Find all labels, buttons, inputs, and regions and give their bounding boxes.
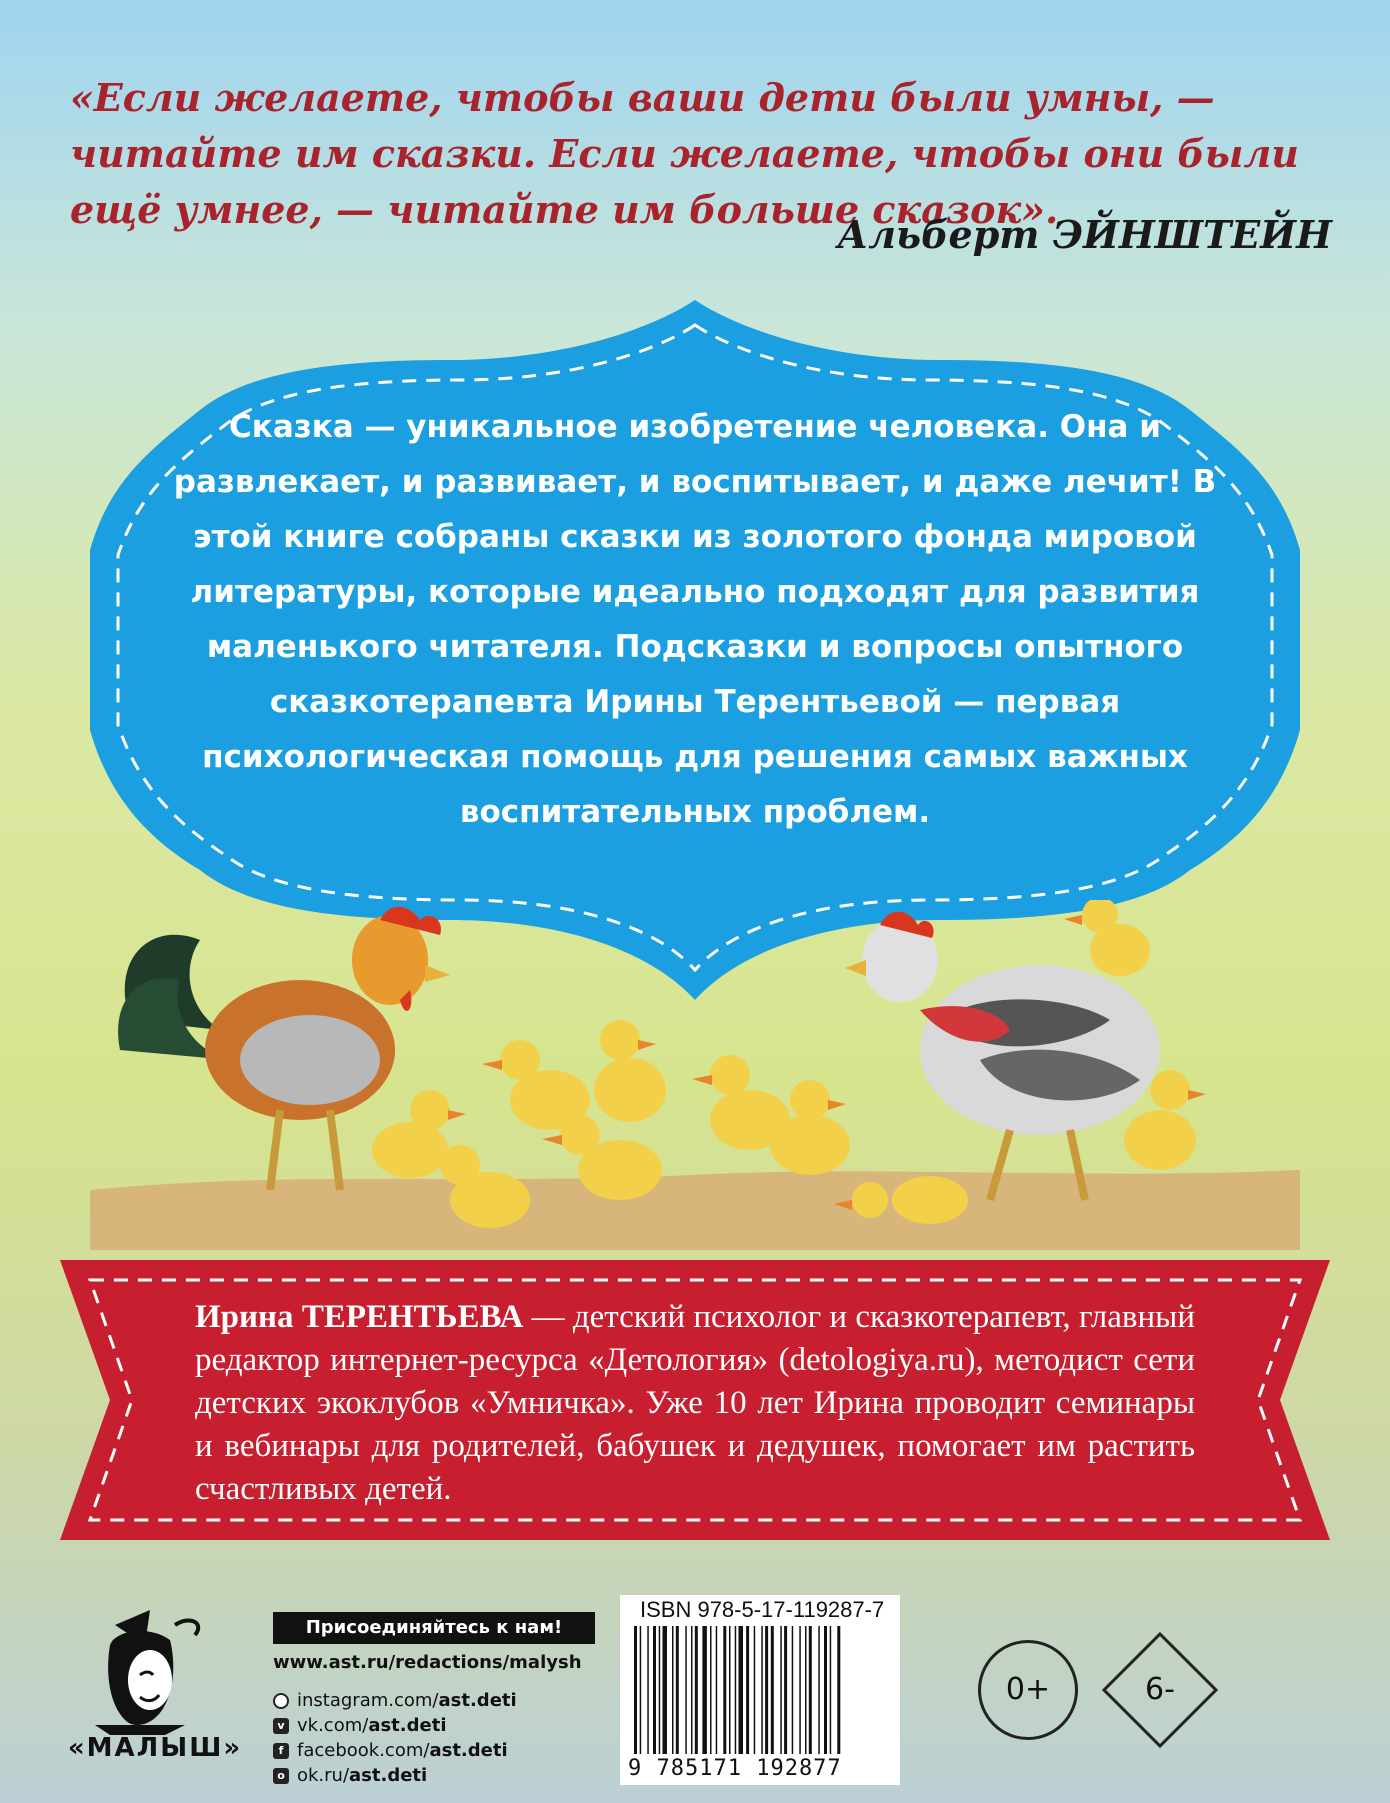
odnoklassniki-icon: о bbox=[273, 1768, 289, 1784]
edu-rating-label: 6- bbox=[1145, 1672, 1175, 1707]
book-blurb: Сказка — уникальное изобретение человека. Она и развлекает, и развивает, и воспитывает, и даже лечит! В этой книге собраны сказки из золотого фонда мировой литературы, которые идеально подходят для развития маленького читателя. Подсказки и вопросы опытного сказкотерапевта Ирины Терентьевой — первая психологическая помощь для решения самых важных воспитательных проблем. bbox=[173, 409, 1217, 830]
age-rating-badge: 0+ bbox=[978, 1640, 1078, 1740]
social-handle: ast.deti bbox=[438, 1690, 517, 1711]
ean-number: 9 785171 192877 bbox=[628, 1756, 842, 1781]
farm-birds-illustration bbox=[110, 900, 1280, 1260]
epigraph-author: Альберт ЭЙНШТЕЙН bbox=[837, 212, 1332, 257]
social-link-instagram bbox=[273, 1688, 517, 1713]
social-link-facebook bbox=[273, 1738, 517, 1763]
instagram-icon bbox=[273, 1693, 289, 1709]
author-bio-text: — детский психолог и сказкотерапевт, главный редактор интернет-ресурса «Детология» (detologiya.ru), методист сети детских экоклубов «Умничка». Уже 10 лет Ирина проводит семинары и вебинары для родителей, бабушек и дедушек, помогает им растить счастливых детей. bbox=[195, 1299, 1196, 1507]
social-link-odnoklassniki bbox=[273, 1763, 517, 1788]
barcode-icon bbox=[632, 1626, 890, 1754]
social-handle: ast.deti bbox=[368, 1715, 447, 1736]
author-name: Ирина ТЕРЕНТЬЕВА bbox=[195, 1299, 524, 1335]
social-prefix: facebook.com/ bbox=[297, 1740, 430, 1761]
social-handle: ast.deti bbox=[429, 1740, 508, 1761]
social-prefix: vk.com/ bbox=[297, 1715, 369, 1736]
social-prefix: ok.ru/ bbox=[297, 1765, 350, 1786]
epigraph-quote: «Если желаете, чтобы ваши дети были умны, — читайте им сказки. Если желаете, чтобы они были ещё умнее, — читайте им больше сказок». bbox=[70, 75, 1299, 232]
join-us-banner: Присоединяйтесь к нам! bbox=[273, 1612, 595, 1644]
vk-icon: v bbox=[273, 1718, 289, 1734]
social-handle: ast.deti bbox=[349, 1765, 428, 1786]
facebook-icon: f bbox=[273, 1743, 289, 1759]
publisher-website: www.ast.ru/redactions/malysh bbox=[273, 1652, 582, 1673]
publisher-logo-name: «МАЛЫШ» bbox=[67, 1733, 243, 1763]
social-prefix: instagram.com/ bbox=[297, 1690, 439, 1711]
social-links bbox=[273, 1688, 517, 1788]
social-link-vk bbox=[273, 1713, 517, 1738]
author-bio bbox=[195, 1296, 1195, 1511]
isbn-label: ISBN 978-5-17-119287-7 bbox=[640, 1597, 885, 1622]
